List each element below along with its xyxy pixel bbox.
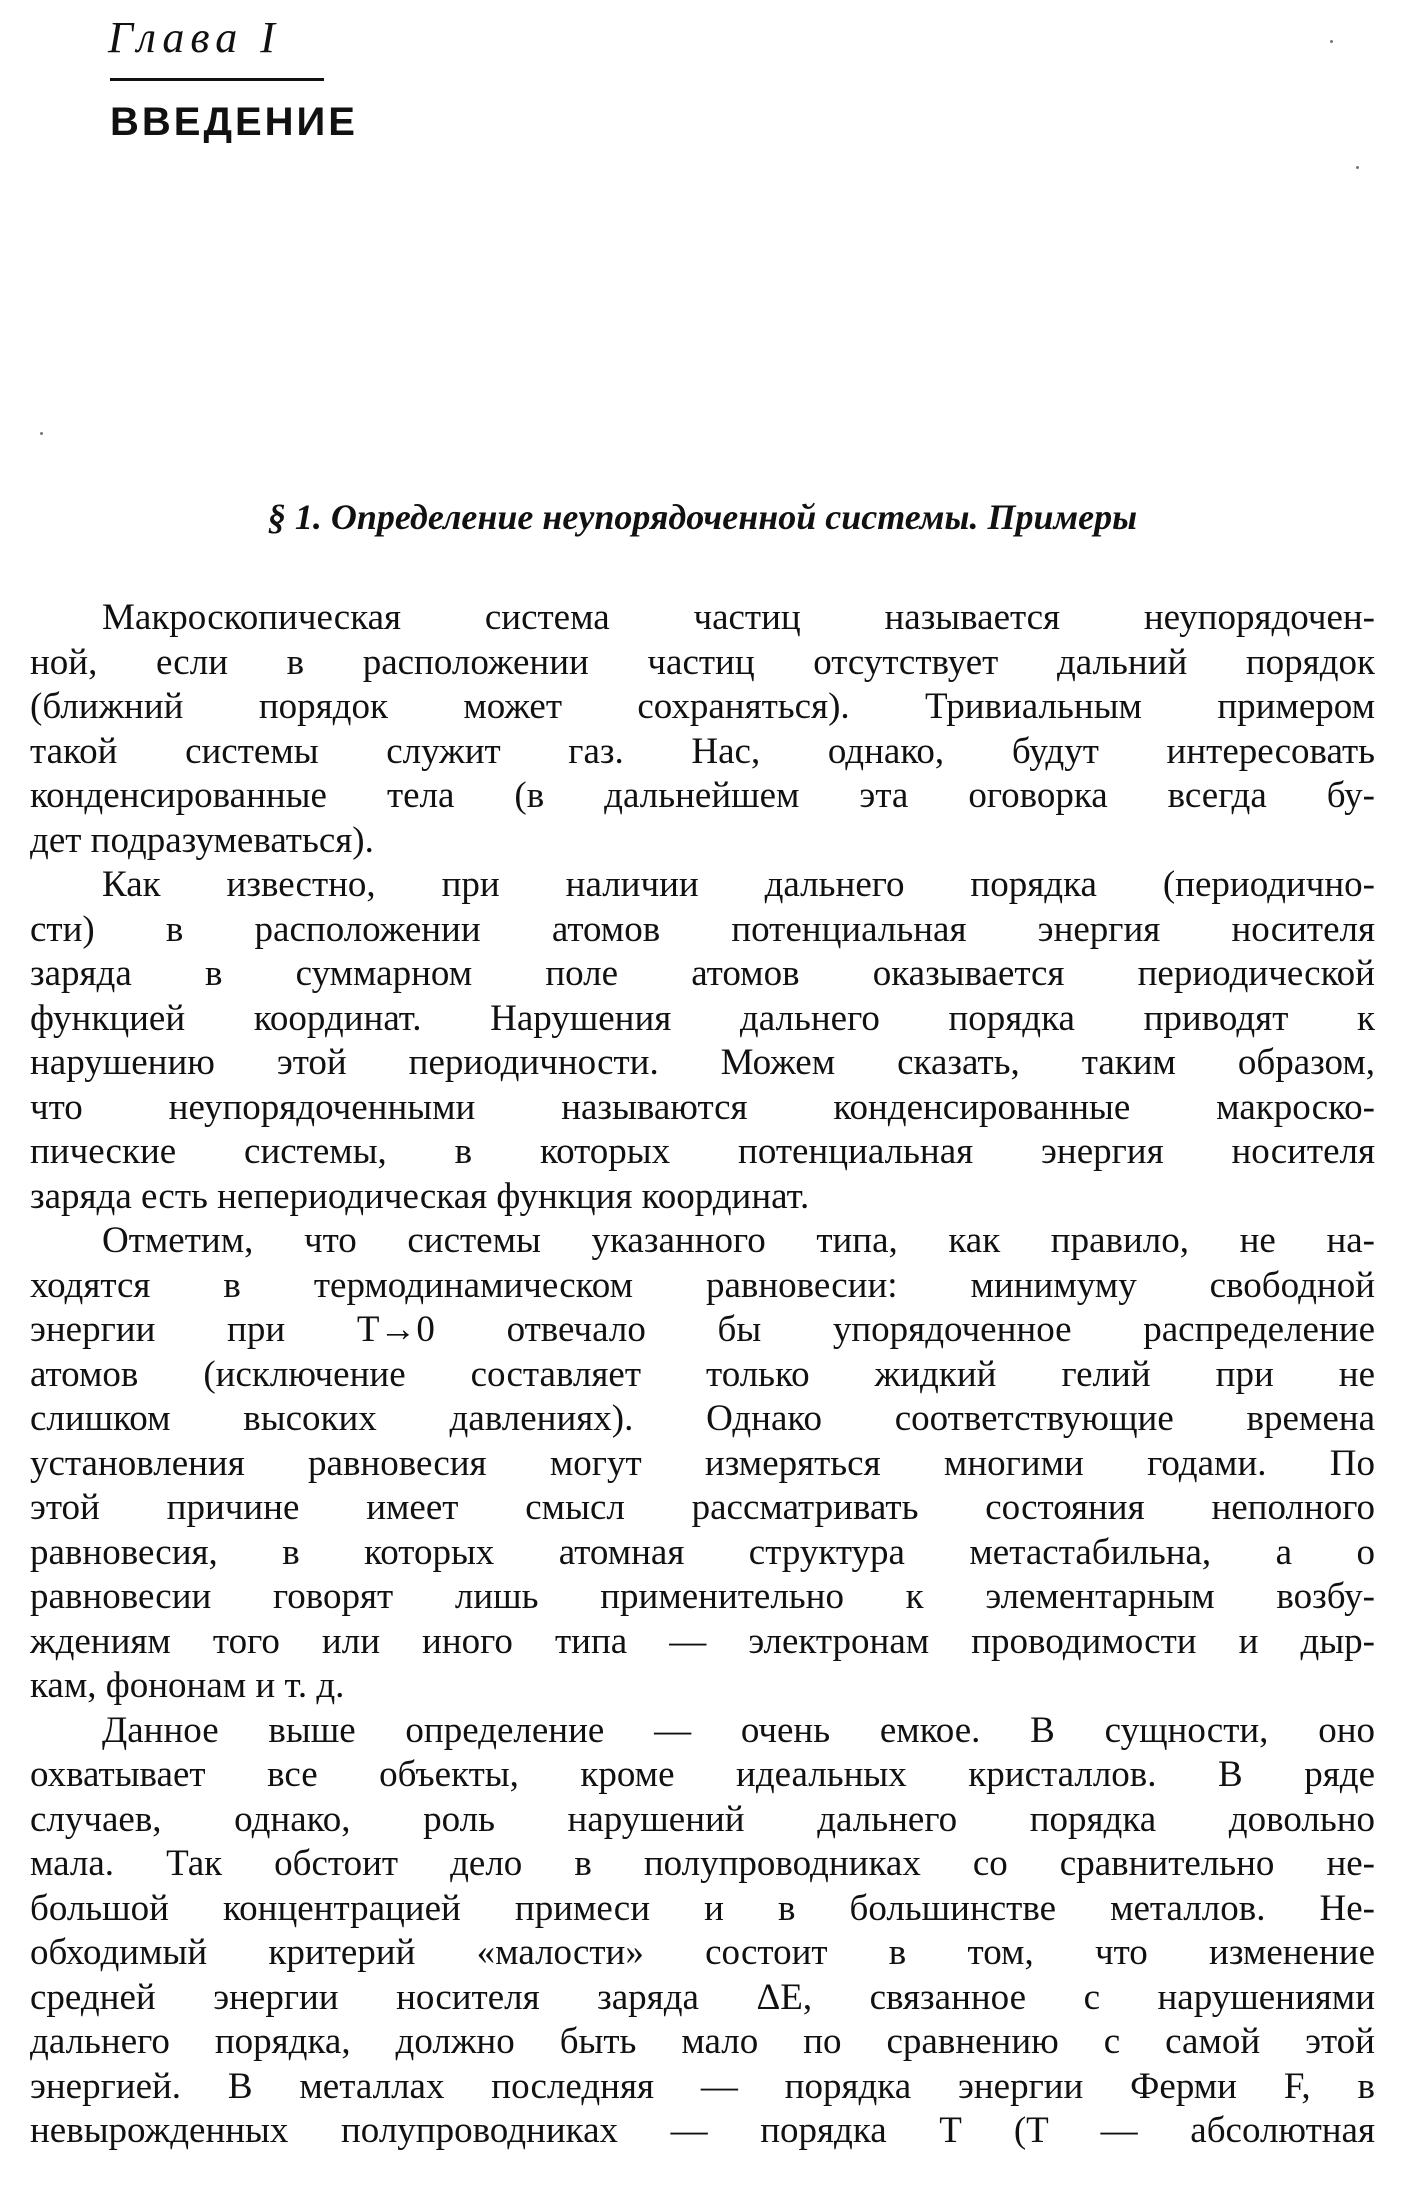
body-text bbox=[30, 596, 1375, 2154]
text-line: нарушению этой периодичности. Можем сказать, таким образом, bbox=[30, 1042, 1375, 1083]
text-line: охватывает все объекты, кроме идеальных кристаллов. В ряде bbox=[30, 1754, 1375, 1795]
text-line: сти) в расположении атомов потенциальная энергия носителя bbox=[30, 908, 1375, 950]
chapter-title: ВВЕДЕНИЕ bbox=[110, 100, 358, 144]
text-line: (ближний порядок может сохраняться). Тривиальным примером bbox=[30, 686, 1375, 727]
text-line: этой причине имеет смысл рассматривать состояния неполного bbox=[30, 1487, 1375, 1528]
text-line: такой системы служит газ. Нас, однако, будут интересовать bbox=[30, 730, 1375, 772]
scan-speck bbox=[1356, 166, 1359, 169]
text-line: заряда есть непериодическая функция координат. bbox=[30, 1175, 810, 1217]
text-line: функцией координат. Нарушения дальнего порядка приводят к bbox=[30, 997, 1375, 1039]
text-line: равновесии говорят лишь применительно к элементарным возбу- bbox=[30, 1576, 1375, 1617]
text-line: заряда в суммарном поле атомов оказывается периодической bbox=[30, 953, 1375, 994]
text-line: конденсированные тела (в дальнейшем эта оговорка всегда бу- bbox=[30, 775, 1375, 816]
text-line: дальнего порядка, должно быть мало по сравнению с самой этой bbox=[30, 2021, 1375, 2062]
chapter-label: Глава I bbox=[108, 13, 281, 62]
text-line: кам, фононам и т. д. bbox=[30, 1665, 345, 1706]
text-line: Отметим, что системы указанного типа, как правило, не на- bbox=[102, 1220, 1375, 1261]
chapter-rule bbox=[110, 78, 324, 81]
section-heading: § 1. Определение неупорядоченной системы. Примеры bbox=[267, 497, 1138, 537]
text-line: установления равновесия могут измеряться многими годами. По bbox=[30, 1442, 1375, 1484]
text-line: равновесия, в которых атомная структура метастабильна, а о bbox=[30, 1531, 1375, 1573]
text-line: ходятся в термодинамическом равновесии: минимуму свободной bbox=[30, 1264, 1375, 1306]
text-line: Как известно, при наличии дальнего порядка (периодично- bbox=[102, 864, 1375, 905]
text-line: средней энергии носителя заряда ΔE, связанное с нарушениями bbox=[30, 1976, 1375, 2018]
text-line: атомов (исключение составляет только жидкий гелий при не bbox=[30, 1353, 1375, 1395]
text-line: Макроскопическая система частиц называется неупорядочен- bbox=[102, 597, 1375, 638]
text-line: обходимый критерий «малости» состоит в том, что изменение bbox=[30, 1932, 1375, 1973]
text-line: энергии при T→0 отвечало бы упорядоченное распределение bbox=[30, 1309, 1375, 1350]
text-line: энергией. В металлах последняя — порядка энергии Ферми F, в bbox=[30, 2065, 1375, 2107]
text-line: ждениям того или иного типа — электронам проводимости и дыр- bbox=[30, 1620, 1375, 1662]
text-line: большой концентрацией примеси и в большинстве металлов. Не- bbox=[30, 1887, 1375, 1929]
text-line: мала. Так обстоит дело в полупроводниках со сравнительно не- bbox=[30, 1843, 1375, 1884]
text-line: случаев, однако, роль нарушений дальнего порядка довольно bbox=[30, 1798, 1375, 1840]
text-line: что неупорядоченными называются конденсированные макроско- bbox=[30, 1086, 1375, 1128]
scan-speck bbox=[40, 432, 43, 435]
text-line: ной, если в расположении частиц отсутствует дальний порядок bbox=[30, 641, 1375, 683]
text-line: дет подразумеваться). bbox=[30, 819, 374, 861]
text-line: Данное выше определение — очень емкое. В сущности, оно bbox=[102, 1709, 1375, 1751]
text-line: слишком высоких давлениях). Однако соответствующие времена bbox=[30, 1398, 1375, 1439]
text-line: пические системы, в которых потенциальная энергия носителя bbox=[30, 1131, 1375, 1172]
text-line: невырожденных полупроводниках — порядка T (T — абсолютная bbox=[30, 2110, 1375, 2151]
scan-speck bbox=[1330, 40, 1333, 43]
